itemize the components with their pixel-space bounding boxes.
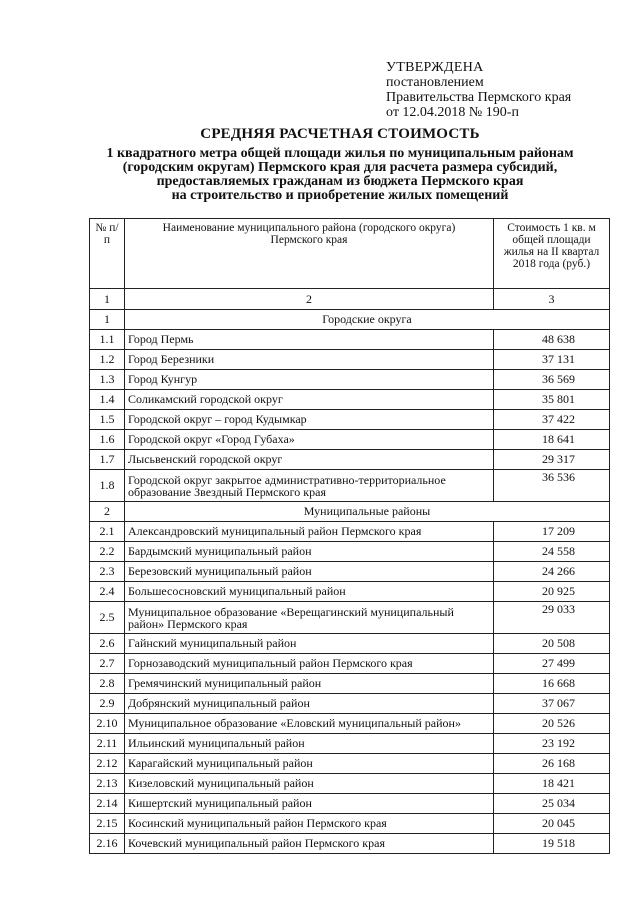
- table-row: [90, 470, 610, 502]
- row-num: 2.5: [90, 602, 125, 634]
- title-line: (городским округам) Пермского края для расчета размера субсидий,: [122, 160, 558, 175]
- row-name: Городской округ закрытое административно-территориальное образование Звездный Пермского края: [125, 470, 494, 502]
- row-num: 2.9: [90, 694, 125, 714]
- row-cost: 26 168: [494, 754, 610, 774]
- table-row: [90, 794, 610, 814]
- table-row: [90, 370, 610, 390]
- row-cost: 23 192: [494, 734, 610, 754]
- approval-date: от 12.04.2018 № 190-п: [386, 105, 519, 120]
- row-cost: 20 045: [494, 814, 610, 834]
- row-num: 1.5: [90, 410, 125, 430]
- row-name: Березовский муниципальный район: [125, 562, 494, 582]
- row-name: Карагайский муниципальный район: [125, 754, 494, 774]
- row-name: Кишертский муниципальный район: [125, 794, 494, 814]
- row-cost: 18 641: [494, 430, 610, 450]
- section-num: 1: [90, 310, 125, 330]
- row-name: Бардымский муниципальный район: [125, 542, 494, 562]
- header-num: № п/п: [90, 219, 125, 289]
- row-cost: 37 422: [494, 410, 610, 430]
- section-num: 2: [90, 502, 125, 522]
- row-name: Кизеловский муниципальный район: [125, 774, 494, 794]
- row-num: 1.2: [90, 350, 125, 370]
- row-num: 2.15: [90, 814, 125, 834]
- index-cell: 3: [494, 289, 610, 310]
- table-row: [90, 714, 610, 734]
- row-name: Кочевский муниципальный район Пермского края: [125, 834, 494, 854]
- row-num: 1.4: [90, 390, 125, 410]
- row-num: 1.3: [90, 370, 125, 390]
- table-row: [90, 774, 610, 794]
- table-row: [90, 674, 610, 694]
- row-name: Городской округ «Город Губаха»: [125, 430, 494, 450]
- row-cost: 17 209: [494, 522, 610, 542]
- table-row: [90, 582, 610, 602]
- index-cell: 2: [125, 289, 494, 310]
- title-line: 1 квадратного метра общей площади жилья по муниципальным районам: [106, 146, 574, 161]
- row-cost: 29 033: [494, 602, 610, 634]
- table-row: [90, 430, 610, 450]
- header-cost: Стоимость 1 кв. м общей площади жилья на II квартал 2018 года (руб.): [494, 219, 610, 289]
- row-name: Косинский муниципальный район Пермского края: [125, 814, 494, 834]
- row-cost: 48 638: [494, 330, 610, 350]
- section-row: [90, 310, 610, 330]
- row-name: Город Пермь: [125, 330, 494, 350]
- row-cost: 27 499: [494, 654, 610, 674]
- row-name: Лысьвенский городской округ: [125, 450, 494, 470]
- table-header-row: [90, 219, 610, 289]
- approval-stamp: [386, 60, 571, 120]
- section-title: Городские округа: [125, 310, 610, 330]
- row-num: 2.16: [90, 834, 125, 854]
- row-num: 2.11: [90, 734, 125, 754]
- table-index-row: [90, 289, 610, 310]
- row-cost: 18 421: [494, 774, 610, 794]
- row-cost: 36 569: [494, 370, 610, 390]
- table-row: [90, 542, 610, 562]
- row-cost: 16 668: [494, 674, 610, 694]
- table-body: [90, 310, 610, 854]
- row-num: 2.2: [90, 542, 125, 562]
- row-cost: 20 526: [494, 714, 610, 734]
- table-row: [90, 562, 610, 582]
- row-name: Муниципальное образование «Верещагинский муниципальный район» Пермского края: [125, 602, 494, 634]
- row-cost: 24 266: [494, 562, 610, 582]
- row-num: 2.8: [90, 674, 125, 694]
- row-num: 1.7: [90, 450, 125, 470]
- row-num: 1.1: [90, 330, 125, 350]
- row-name: Гайнский муниципальный район: [125, 634, 494, 654]
- row-name: Гремячинский муниципальный район: [125, 674, 494, 694]
- row-cost: 37 131: [494, 350, 610, 370]
- section-title: Муниципальные районы: [125, 502, 610, 522]
- row-name: Добрянский муниципальный район: [125, 694, 494, 714]
- row-cost: 36 536: [494, 470, 610, 502]
- row-name: Городской округ – город Кудымкар: [125, 410, 494, 430]
- table-row: [90, 654, 610, 674]
- row-num: 2.14: [90, 794, 125, 814]
- table-row: [90, 450, 610, 470]
- row-cost: 25 034: [494, 794, 610, 814]
- row-name: Город Березники: [125, 350, 494, 370]
- cost-table: [89, 218, 610, 854]
- row-num: 2.1: [90, 522, 125, 542]
- approval-line: постановлением: [386, 75, 484, 90]
- row-name: Соликамский городской округ: [125, 390, 494, 410]
- header-name: Наименование муниципального района (городского округа) Пермского края: [125, 219, 494, 289]
- table-row: [90, 734, 610, 754]
- row-name: Александровский муниципальный район Пермского края: [125, 522, 494, 542]
- title-line: предоставляемых гражданам из бюджета Пермского края: [156, 174, 524, 189]
- row-name: Большесосновский муниципальный район: [125, 582, 494, 602]
- row-name: Ильинский муниципальный район: [125, 734, 494, 754]
- approval-line: Правительства Пермского края: [386, 90, 572, 105]
- table-row: [90, 602, 610, 634]
- row-cost: 37 067: [494, 694, 610, 714]
- table-row: [90, 350, 610, 370]
- document-title: [60, 127, 620, 203]
- row-name: Горнозаводский муниципальный район Пермского края: [125, 654, 494, 674]
- row-name: Город Кунгур: [125, 370, 494, 390]
- row-num: 2.3: [90, 562, 125, 582]
- row-cost: 20 508: [494, 634, 610, 654]
- table-row: [90, 754, 610, 774]
- table-row: [90, 390, 610, 410]
- row-num: 2.13: [90, 774, 125, 794]
- title-line: на строительство и приобретение жилых помещений: [171, 188, 509, 203]
- row-cost: 19 518: [494, 834, 610, 854]
- table-row: [90, 522, 610, 542]
- table-row: [90, 694, 610, 714]
- approval-heading: УТВЕРЖДЕНА: [386, 60, 484, 75]
- table-row: [90, 634, 610, 654]
- row-cost: 20 925: [494, 582, 610, 602]
- row-cost: 35 801: [494, 390, 610, 410]
- title-main: СРЕДНЯЯ РАСЧЕТНАЯ СТОИМОСТЬ: [200, 126, 480, 142]
- row-num: 1.6: [90, 430, 125, 450]
- row-cost: 29 317: [494, 450, 610, 470]
- table-row: [90, 410, 610, 430]
- table-row: [90, 834, 610, 854]
- table-row: [90, 330, 610, 350]
- row-num: 2.6: [90, 634, 125, 654]
- row-num: 2.10: [90, 714, 125, 734]
- row-num: 2.7: [90, 654, 125, 674]
- section-row: [90, 502, 610, 522]
- row-num: 2.4: [90, 582, 125, 602]
- table-row: [90, 814, 610, 834]
- index-cell: 1: [90, 289, 125, 310]
- row-num: 1.8: [90, 470, 125, 502]
- row-num: 2.12: [90, 754, 125, 774]
- row-cost: 24 558: [494, 542, 610, 562]
- row-name: Муниципальное образование «Еловский муниципальный район»: [125, 714, 494, 734]
